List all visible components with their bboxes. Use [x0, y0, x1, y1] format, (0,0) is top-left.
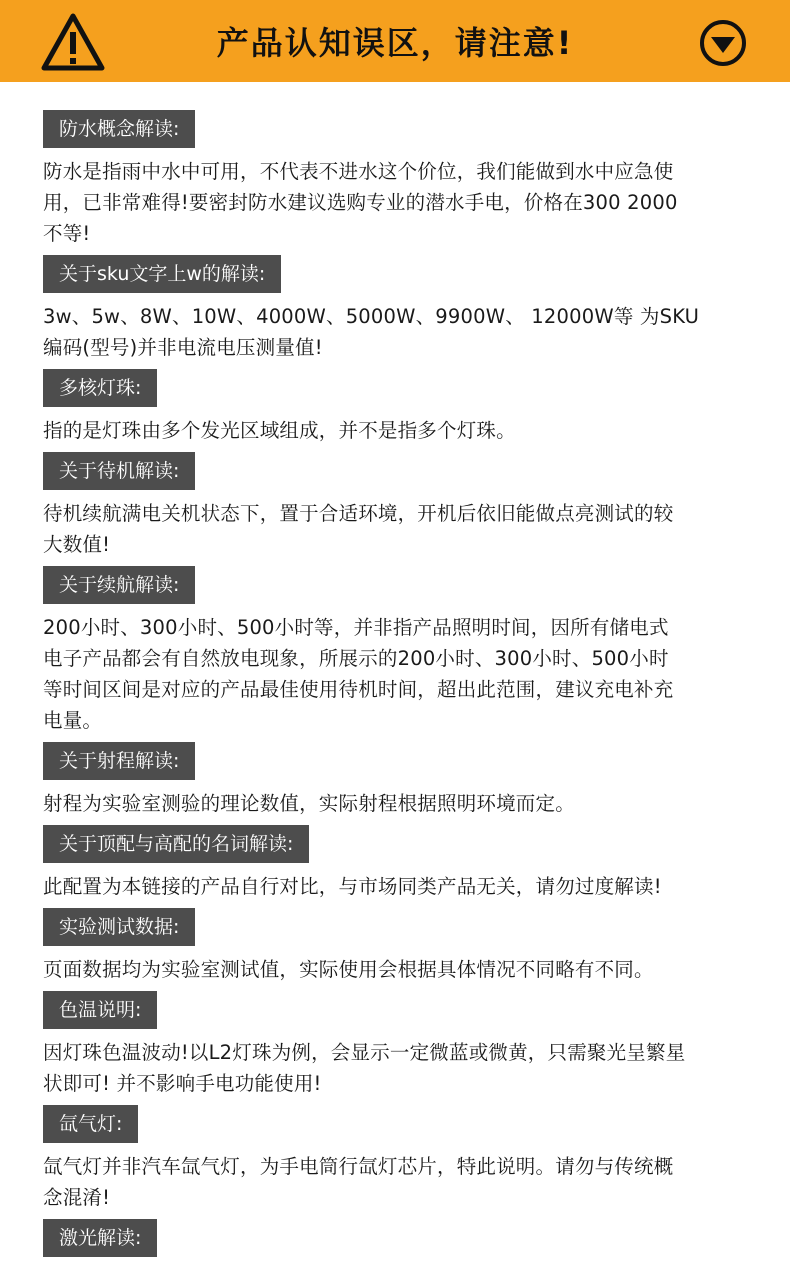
section-text: 待机续航满电关机状态下，置于合适环境，开机后依旧能做点亮测试的较 大数值! — [43, 502, 674, 556]
section-heading: 关于续航解读: — [43, 566, 195, 604]
warning-header — [0, 0, 790, 82]
section-top-config — [43, 825, 763, 902]
chevron-down-circle-icon[interactable] — [698, 18, 748, 68]
section-text: 防水是指雨中水中可用，不代表不进水这个价位，我们能做到水中应急使 用，已非常难得!要密封防水建议选购专业的潜水手电，价格在300 2000 不等! — [43, 160, 678, 245]
section-text: 射程为实验室测验的理论数值，实际射程根据照明环境而定。 — [43, 792, 575, 815]
section-laser — [43, 1219, 763, 1265]
warning-triangle-icon — [40, 12, 106, 72]
section-heading: 色温说明: — [43, 991, 157, 1029]
section-heading: 关于sku文字上w的解读: — [43, 255, 281, 293]
section-sku-w — [43, 255, 763, 363]
section-multicore-led — [43, 369, 763, 446]
section-heading: 关于顶配与高配的名词解读: — [43, 825, 309, 863]
section-text: 氙气灯并非汽车氙气灯，为手电筒行氙灯芯片，特此说明。请勿与传统概 念混淆! — [43, 1155, 674, 1209]
section-heading: 多核灯珠: — [43, 369, 157, 407]
section-test-data — [43, 908, 763, 985]
section-waterproof — [43, 110, 763, 249]
section-heading: 防水概念解读: — [43, 110, 195, 148]
section-heading: 激光解读: — [43, 1219, 157, 1257]
section-heading: 氙气灯: — [43, 1105, 138, 1143]
section-xenon — [43, 1105, 763, 1213]
section-text: 3w、5w、8W、10W、4000W、5000W、9900W、 12000W等 为SKU 编码(型号)并非电流电压测量值! — [43, 305, 700, 359]
section-standby — [43, 452, 763, 560]
section-heading: 关于待机解读: — [43, 452, 195, 490]
section-text: 因灯珠色温波动!以L2灯珠为例，会显示一定微蓝或微黄，只需聚光呈繁星 状即可! 并不影响手电功能使用! — [43, 1041, 686, 1095]
section-heading: 实验测试数据: — [43, 908, 195, 946]
section-text: 此配置为本链接的产品自行对比，与市场同类产品无关，请勿过度解读! — [43, 875, 662, 898]
section-range — [43, 742, 763, 819]
section-text: 200小时、300小时、500小时等，并非指产品照明时间，因所有储电式 电子产品都会有自然放电现象，所展示的200小时、300小时、500小时 等时间区间是对应的产品最佳使用待机时间，超出此范围，建议充电补充 电量。 — [43, 616, 674, 732]
notice-list — [43, 110, 763, 1265]
section-color-temp — [43, 991, 763, 1099]
section-text: 指的是灯珠由多个发光区域组成，并不是指多个灯珠。 — [43, 419, 516, 442]
page-title: 产品认知误区，请注意! — [216, 24, 574, 62]
section-battery-life — [43, 566, 763, 736]
section-text: 页面数据均为实验室测试值，实际使用会根据具体情况不同略有不同。 — [43, 958, 654, 981]
section-heading: 关于射程解读: — [43, 742, 195, 780]
